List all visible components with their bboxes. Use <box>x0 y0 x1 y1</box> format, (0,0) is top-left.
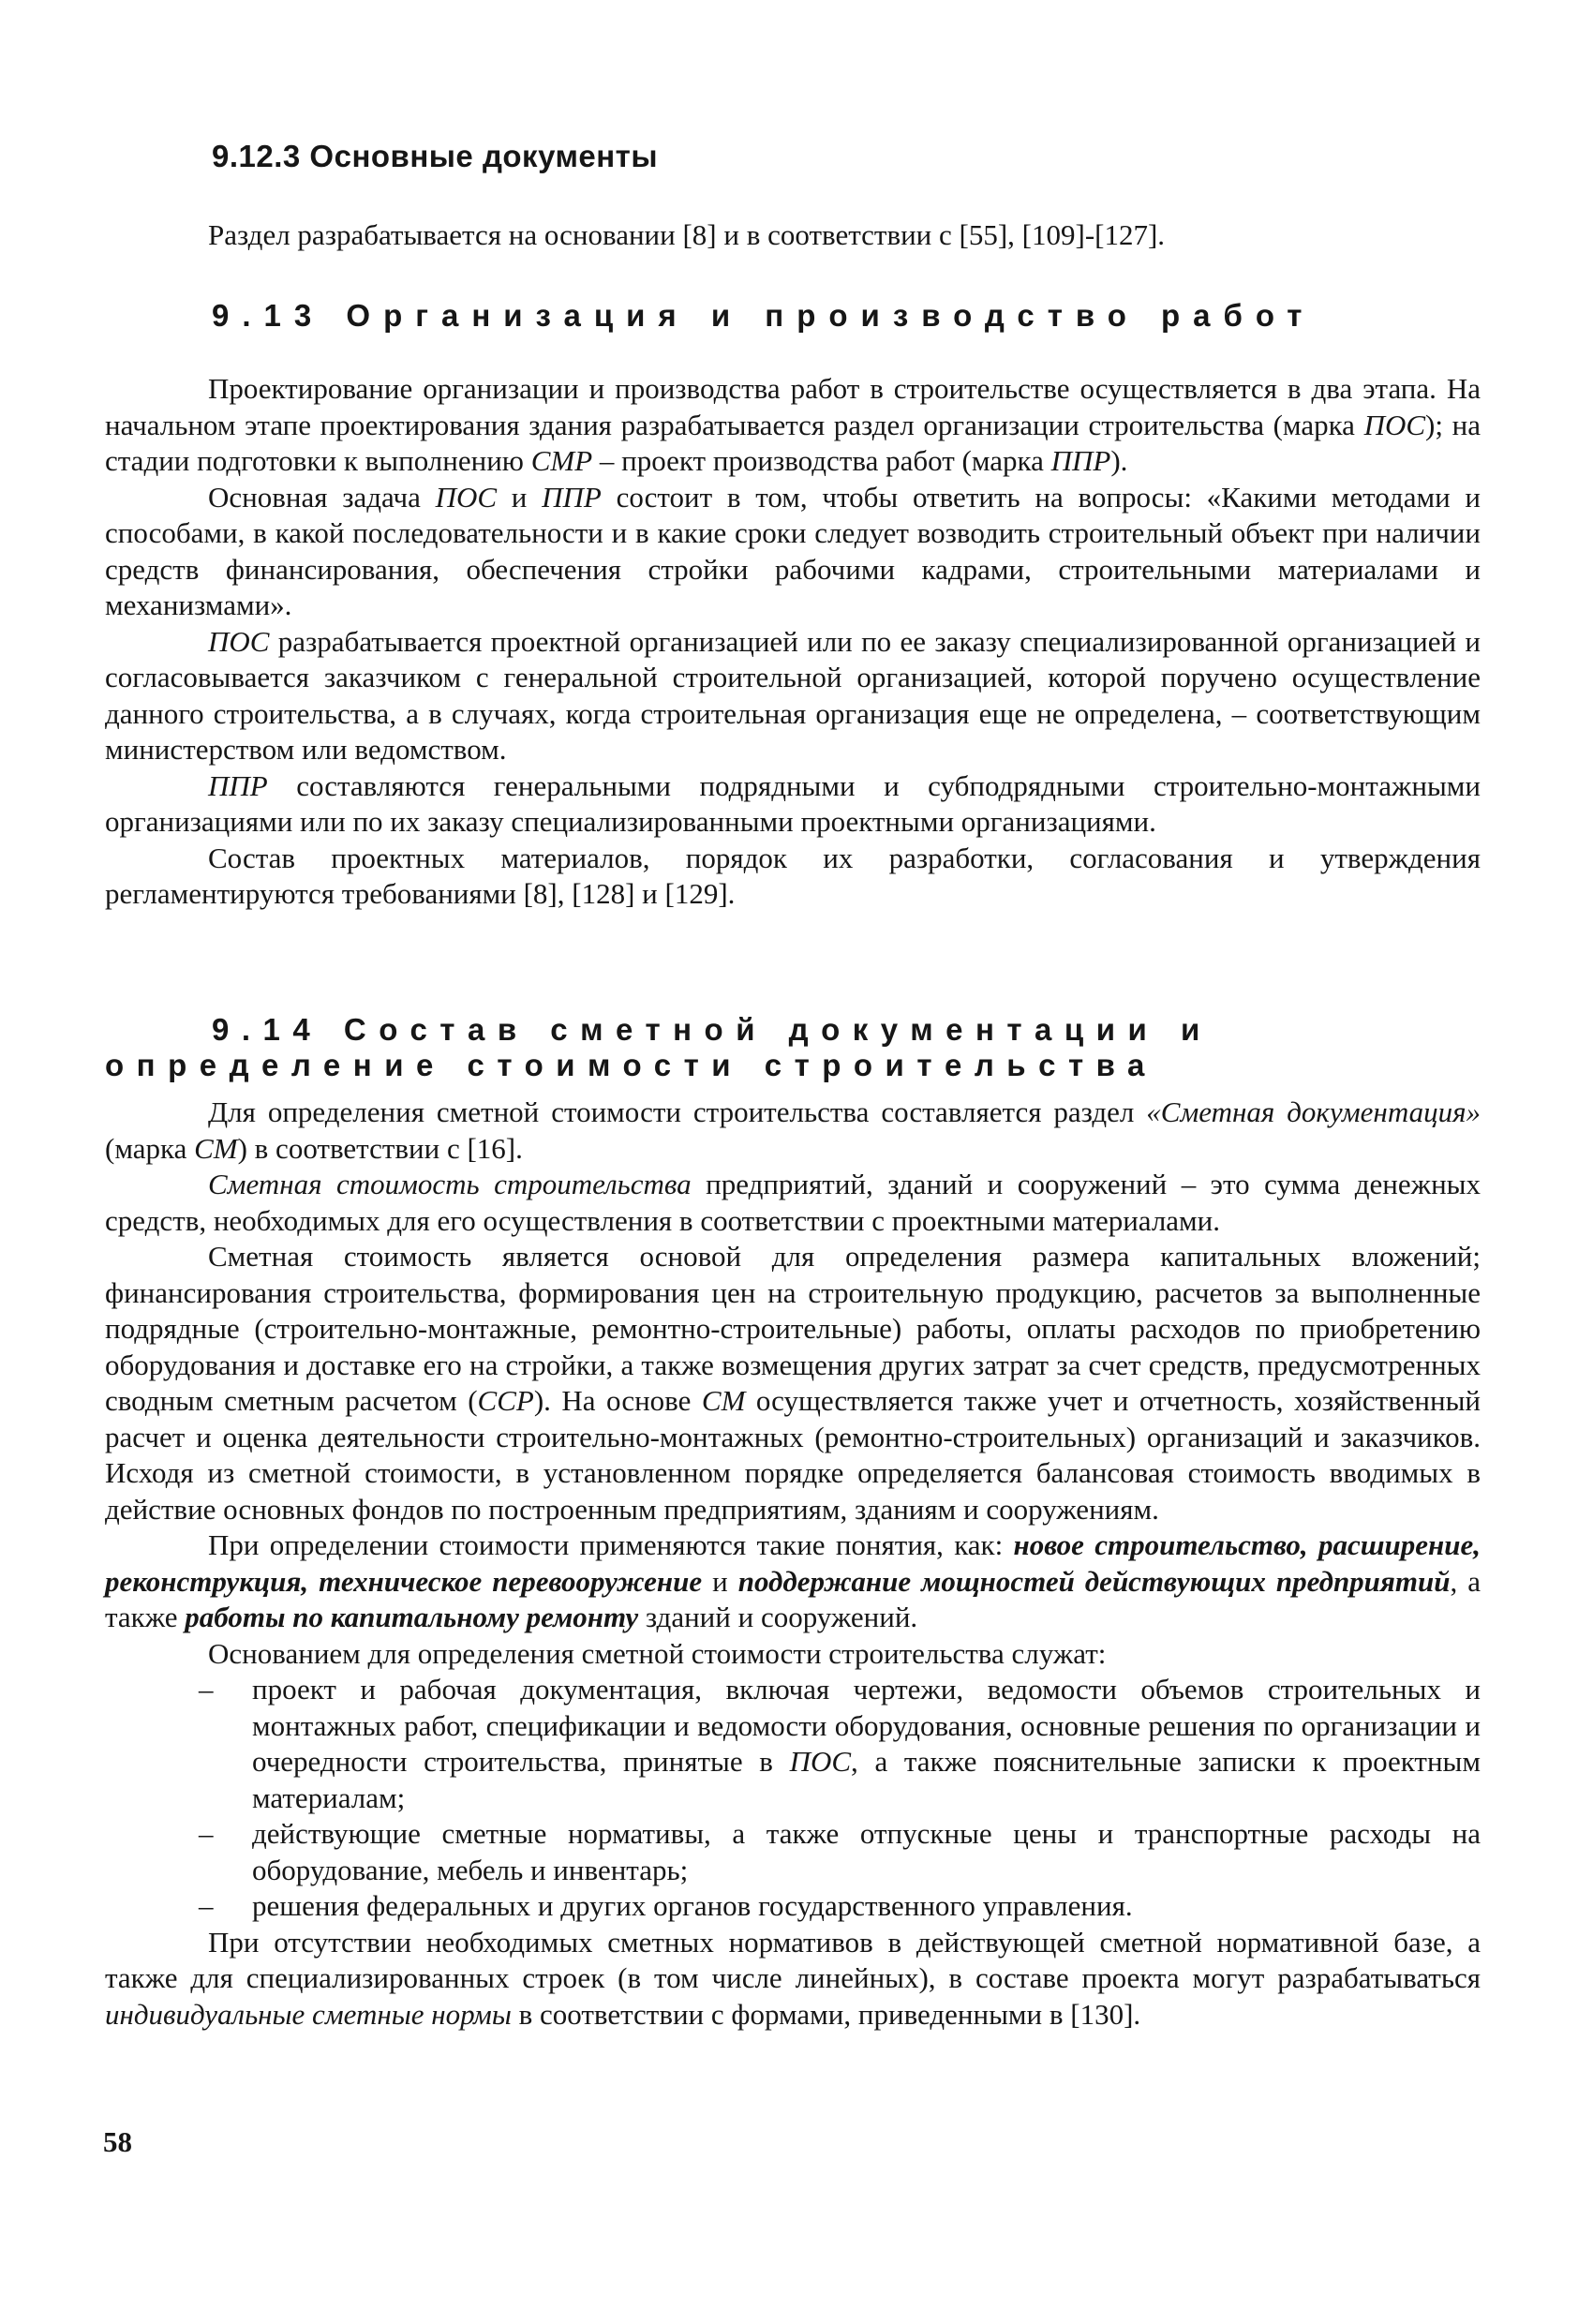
section-9-14-body <box>105 1095 1481 2033</box>
term-smetnaya-dokumentatsiya: «Сметная документация» <box>1146 1095 1481 1128</box>
abbr-ppr: ППР <box>208 768 268 802</box>
paragraph <box>105 624 1481 768</box>
term-individualnye-normy: индивидуальные сметные нормы <box>105 1997 512 2031</box>
term-smetnaya-stoimost: Сметная стоимость строительства <box>208 1168 692 1200</box>
paragraph <box>105 768 1481 841</box>
page-number: 58 <box>103 2125 132 2158</box>
text-run: При определении стоимости применяются такие понятия, как: <box>208 1528 1014 1561</box>
text-run: , а также <box>105 1564 1481 1633</box>
abbr-smr: СМР <box>530 444 593 477</box>
paragraph <box>105 1167 1481 1239</box>
section-9-12-3-body <box>105 217 1481 254</box>
text-run: Основная задача <box>208 480 436 514</box>
text-run: ). На основе <box>533 1384 702 1417</box>
abbr-ppr: ППР <box>542 480 602 514</box>
abbr-pos: ПОС <box>789 1745 852 1778</box>
text-run: в соответствии с формами, приведенными в [130]. <box>511 1997 1141 2031</box>
text-run: состоит в том, чтобы ответить на вопросы: «Какими методами и способами, в какой последовательности и в какие сроки следует возводить строительный объект при наличии средств финансирования, обеспечения стройки рабочими кадрами, строительными материалами и механизмами». <box>105 480 1481 621</box>
text-run: проект и рабочая документация, включая чертежи, ведомости объемов строительных и монтажных работ, спецификации и ведомости оборудования, основные решения по организации и очередности строительства, принятые в <box>252 1673 1481 1778</box>
text-run: и <box>702 1564 738 1598</box>
subsection-heading-9-12-3: 9.12.3 Основные документы <box>212 139 659 173</box>
term-list: работы по капитальному ремонту <box>185 1601 639 1633</box>
dash-list <box>105 1672 1481 1925</box>
abbr-pos: ПОС <box>435 480 498 514</box>
term-list: поддержание мощностей действующих предприятий <box>737 1564 1451 1598</box>
text-run: ). <box>1110 444 1128 477</box>
text-run: (марка <box>105 1131 195 1165</box>
text-run: составляются генеральными подрядными и субподрядными строительно-монтажными организациями или по их заказу специализированными проектными организациями. <box>105 768 1481 838</box>
paragraph: Раздел разрабатывается на основании [8] и в соответствии с [55], [109]-[127]. <box>208 218 1166 251</box>
text-run: разрабатывается проектной организацией или по ее заказу специализированной организацией и согласовывается заказчиком с генеральной строительной организацией, которой поручено осуществление данного строительства, а в случаях, когда строительная организация еще не определена, – соответствующим министерством или ведомством. <box>105 624 1481 766</box>
list-item <box>105 1672 1481 1816</box>
paragraph <box>105 371 1481 480</box>
text-run: зданий и сооружений. <box>638 1601 918 1633</box>
section-heading-9-13: 9.13 Организация и производство работ <box>212 298 1316 333</box>
text-run: предприятий, зданий и сооружений – это сумма денежных средств, необходимых для его осуществления в соответствии с проектными материалами. <box>105 1168 1481 1237</box>
text-run: При отсутствии необходимых сметных нормативов в действующей сметной нормативной базе, а также для специализированных строек (в том числе линейных), в составе проекта могут разрабатываться <box>105 1925 1481 1994</box>
paragraph <box>105 1095 1481 1167</box>
abbr-ssr: ССР <box>477 1384 534 1417</box>
term-list: новое строительство, расширение, реконструкция, техническое перевооружение <box>105 1528 1481 1598</box>
paragraph: Состав проектных материалов, порядок их разработки, согласования и утверждения регламентируются требованиями [8], [128] и [129]. <box>105 841 1481 910</box>
paragraph: Основанием для определения сметной стоимости строительства служат: <box>208 1636 1107 1670</box>
abbr-pos: ПОС <box>208 624 270 658</box>
text-run: ) в соответствии с [16]. <box>237 1131 523 1165</box>
text-run: Проектирование организации и производства работ в строительстве осуществляется в два этапа. На начальном этапе проектирования здания разрабатывается раздел организации строительства (марка <box>105 372 1481 441</box>
paragraph <box>105 1925 1481 2034</box>
text-run: осуществляется также учет и отчетность, хозяйственный расчет и оценка деятельности строительно-монтажных (ремонтно-строительных) организаций и заказчиков. Исходя из сметной стоимости, в установленном порядке определяется балансовая стоимость вводимых в действие основных фондов по построенным предприятиям, зданиям и сооружениям. <box>105 1384 1481 1526</box>
abbr-sm: СМ <box>194 1131 238 1165</box>
abbr-ppr: ППР <box>1050 444 1111 477</box>
text-run: , а также пояснительные записки к проектным материалам; <box>252 1745 1481 1814</box>
abbr-sm: СМ <box>701 1384 746 1417</box>
list-item: – решения федеральных и других органов государственного управления. <box>105 1888 1481 1925</box>
text-run: – проект производства работ (марка <box>592 444 1051 477</box>
text-run: ); на стадии подготовки к выполнению <box>105 408 1481 477</box>
text-run: Для определения сметной стоимости строительства составляется раздел <box>208 1095 1147 1128</box>
section-9-13-body <box>105 371 1481 913</box>
text-run: Сметная стоимость является основой для определения размера капитальных вложений; финансирования строительства, формирования цен на строительную продукцию, расчетов за выполненные подрядные (строительно-монтажные, ремонтно-строительные) работы, оплаты расходов по приобретению оборудования и доставке его на стройки, а также возмещения других затрат за счет средств, предусмотренных сводным сметным расчетом ( <box>105 1240 1481 1417</box>
list-item: – действующие сметные нормативы, а также отпускные цены и транспортные расходы на оборудование, мебель и инвентарь; <box>105 1816 1481 1888</box>
paragraph <box>105 480 1481 624</box>
paragraph <box>105 1527 1481 1636</box>
abbr-pos: ПОС <box>1363 408 1426 441</box>
paragraph <box>105 1239 1481 1527</box>
section-heading-9-14: 9.14 Состав сметной документации и определение стоимости строительства <box>105 1012 1213 1082</box>
text-run: и <box>497 480 543 514</box>
